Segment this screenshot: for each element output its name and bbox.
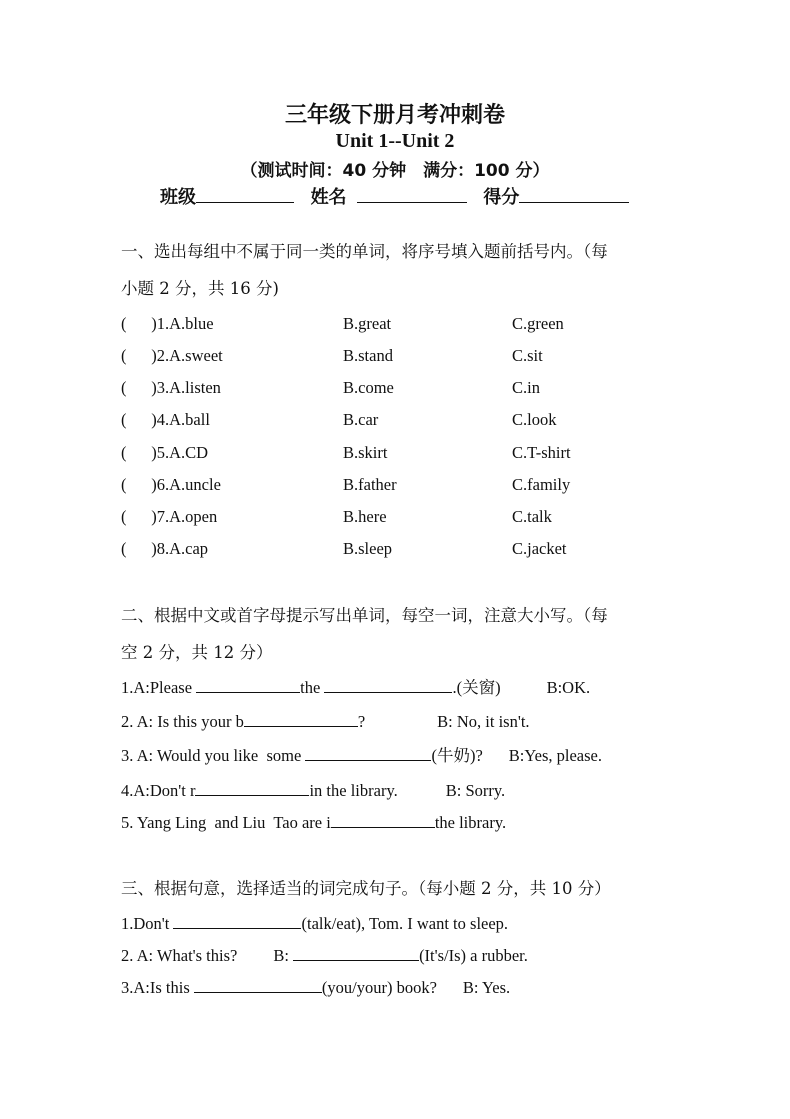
section2-heading bbox=[121, 597, 681, 671]
s2-line5 bbox=[121, 812, 506, 834]
s2-line1 bbox=[121, 677, 590, 699]
section1-heading-line2: 小题 2 分，共 16 分) bbox=[121, 279, 279, 298]
score-blank bbox=[519, 187, 629, 203]
s2-l5-text-a: 5. Yang Ling and Liu Tao are i bbox=[121, 813, 331, 832]
s3-line1 bbox=[121, 913, 508, 935]
s1-c3: C.in bbox=[512, 378, 540, 397]
s3-l3-text-c: B: Yes. bbox=[462, 978, 511, 997]
s2-l3-text-c: B:Yes, please. bbox=[508, 746, 602, 765]
s2-l1-text-b: the bbox=[300, 678, 325, 697]
s1-q2: ( )2.A.sweet bbox=[121, 346, 223, 365]
s1-q5: ( )5.A.CD bbox=[121, 443, 209, 462]
s3-l3-blank bbox=[194, 977, 322, 993]
class-label: 班级 bbox=[160, 187, 196, 208]
s1-c8: C.jacket bbox=[512, 539, 567, 558]
s2-l2-text-b: ? bbox=[357, 712, 366, 731]
s2-l3-text-b: (牛奶)? bbox=[431, 746, 483, 765]
s3-line3 bbox=[121, 977, 510, 999]
class-blank bbox=[196, 187, 294, 203]
s1-q8: ( )8.A.cap bbox=[121, 539, 209, 558]
s1-b6: B.father bbox=[343, 475, 397, 494]
s3-l3-text-a: 3.A:Is this bbox=[121, 978, 194, 997]
s2-l5-blank bbox=[331, 812, 435, 828]
s3-l1-text-b: (talk/eat), Tom. I want to sleep. bbox=[301, 914, 509, 933]
s3-l1-blank bbox=[173, 913, 301, 929]
name-label: 姓名 bbox=[310, 187, 347, 208]
s1-b1: B.great bbox=[343, 314, 392, 333]
s1-c6: C.family bbox=[512, 475, 571, 494]
s1-q6: ( )6.A.uncle bbox=[121, 475, 221, 494]
s3-l1-text-a: 1.Don't bbox=[121, 914, 174, 933]
s1-q7: ( )7.A.open bbox=[121, 507, 218, 526]
s2-l1-text-c: .(关窗) bbox=[452, 678, 501, 697]
s2-line4 bbox=[121, 780, 505, 802]
s1-q1: ( )1.A.blue bbox=[121, 314, 214, 333]
s2-l2-text-c: B: No, it isn't. bbox=[437, 712, 530, 731]
s2-l2-blank bbox=[244, 711, 358, 727]
s1-c5: C.T-shirt bbox=[512, 443, 571, 462]
s2-l1-text-d: B:OK. bbox=[546, 678, 591, 697]
exam-title: 三年级下册月考冲刺卷 bbox=[284, 102, 505, 128]
s2-line2 bbox=[121, 711, 530, 733]
s2-l3-text-a: 3. A: Would you like some bbox=[121, 746, 306, 765]
section2-heading-line2: 空 2 分，共 12 分） bbox=[121, 643, 273, 662]
s2-l4-text-b: in the library. bbox=[309, 781, 398, 800]
s3-l3-text-b: (you/your) book? bbox=[321, 978, 437, 997]
s2-l2-text-a: 2. A: Is this your b bbox=[121, 712, 244, 731]
section1-heading bbox=[121, 233, 681, 307]
s2-line3 bbox=[121, 745, 602, 767]
s1-q4: ( )4.A.ball bbox=[121, 410, 210, 429]
s2-l1-text-a: 1.A:Please bbox=[121, 678, 197, 697]
s1-b4: B.car bbox=[343, 410, 379, 429]
score-label: 得分 bbox=[483, 187, 520, 208]
student-info-line bbox=[160, 183, 629, 209]
s1-b3: B.come bbox=[343, 378, 394, 397]
s3-l2-blank bbox=[293, 945, 419, 961]
s2-l4-text-c: B: Sorry. bbox=[445, 781, 506, 800]
s2-l1-blank2 bbox=[324, 677, 452, 693]
s3-line2 bbox=[121, 945, 528, 967]
s1-q3: ( )3.A.listen bbox=[121, 378, 221, 397]
s3-l2-text-b: B: bbox=[273, 946, 294, 965]
section2-heading-line1: 二、根据中文或首字母提示写出单词，每空一词，注意大小写。（每 bbox=[121, 606, 608, 625]
s1-b5: B.skirt bbox=[343, 443, 388, 462]
s2-l5-text-b: the library. bbox=[434, 813, 507, 832]
s1-b2: B.stand bbox=[343, 346, 393, 365]
name-blank bbox=[357, 187, 467, 203]
s3-l2-text-a: 2. A: What's this? bbox=[121, 946, 238, 965]
section1-heading-line1: 一、选出每组中不属于同一类的单词，将序号填入题前括号内。（每 bbox=[121, 242, 608, 261]
section3-heading bbox=[121, 870, 701, 907]
s2-l1-blank1 bbox=[196, 677, 300, 693]
s1-c2: C.sit bbox=[512, 346, 543, 365]
s2-l4-text-a: 4.A:Don't r bbox=[121, 781, 196, 800]
section3-heading-line: 三、根据句意，选择适当的词完成句子。（每小题 2 分，共 10 分） bbox=[121, 879, 611, 898]
s1-b8: B.sleep bbox=[343, 539, 393, 558]
s2-l3-blank bbox=[305, 745, 431, 761]
s1-c7: C.talk bbox=[512, 507, 552, 526]
s3-l2-text-c: (It's/Is) a rubber. bbox=[419, 946, 528, 965]
s1-b7: B.here bbox=[343, 507, 387, 526]
s1-c4: C.look bbox=[512, 410, 557, 429]
exam-subtitle: Unit 1--Unit 2 bbox=[335, 130, 455, 152]
s1-c1: C.green bbox=[512, 314, 564, 333]
exam-meta: （测试时间：40 分钟 满分：100 分） bbox=[240, 161, 550, 181]
s2-l4-blank bbox=[195, 780, 309, 796]
